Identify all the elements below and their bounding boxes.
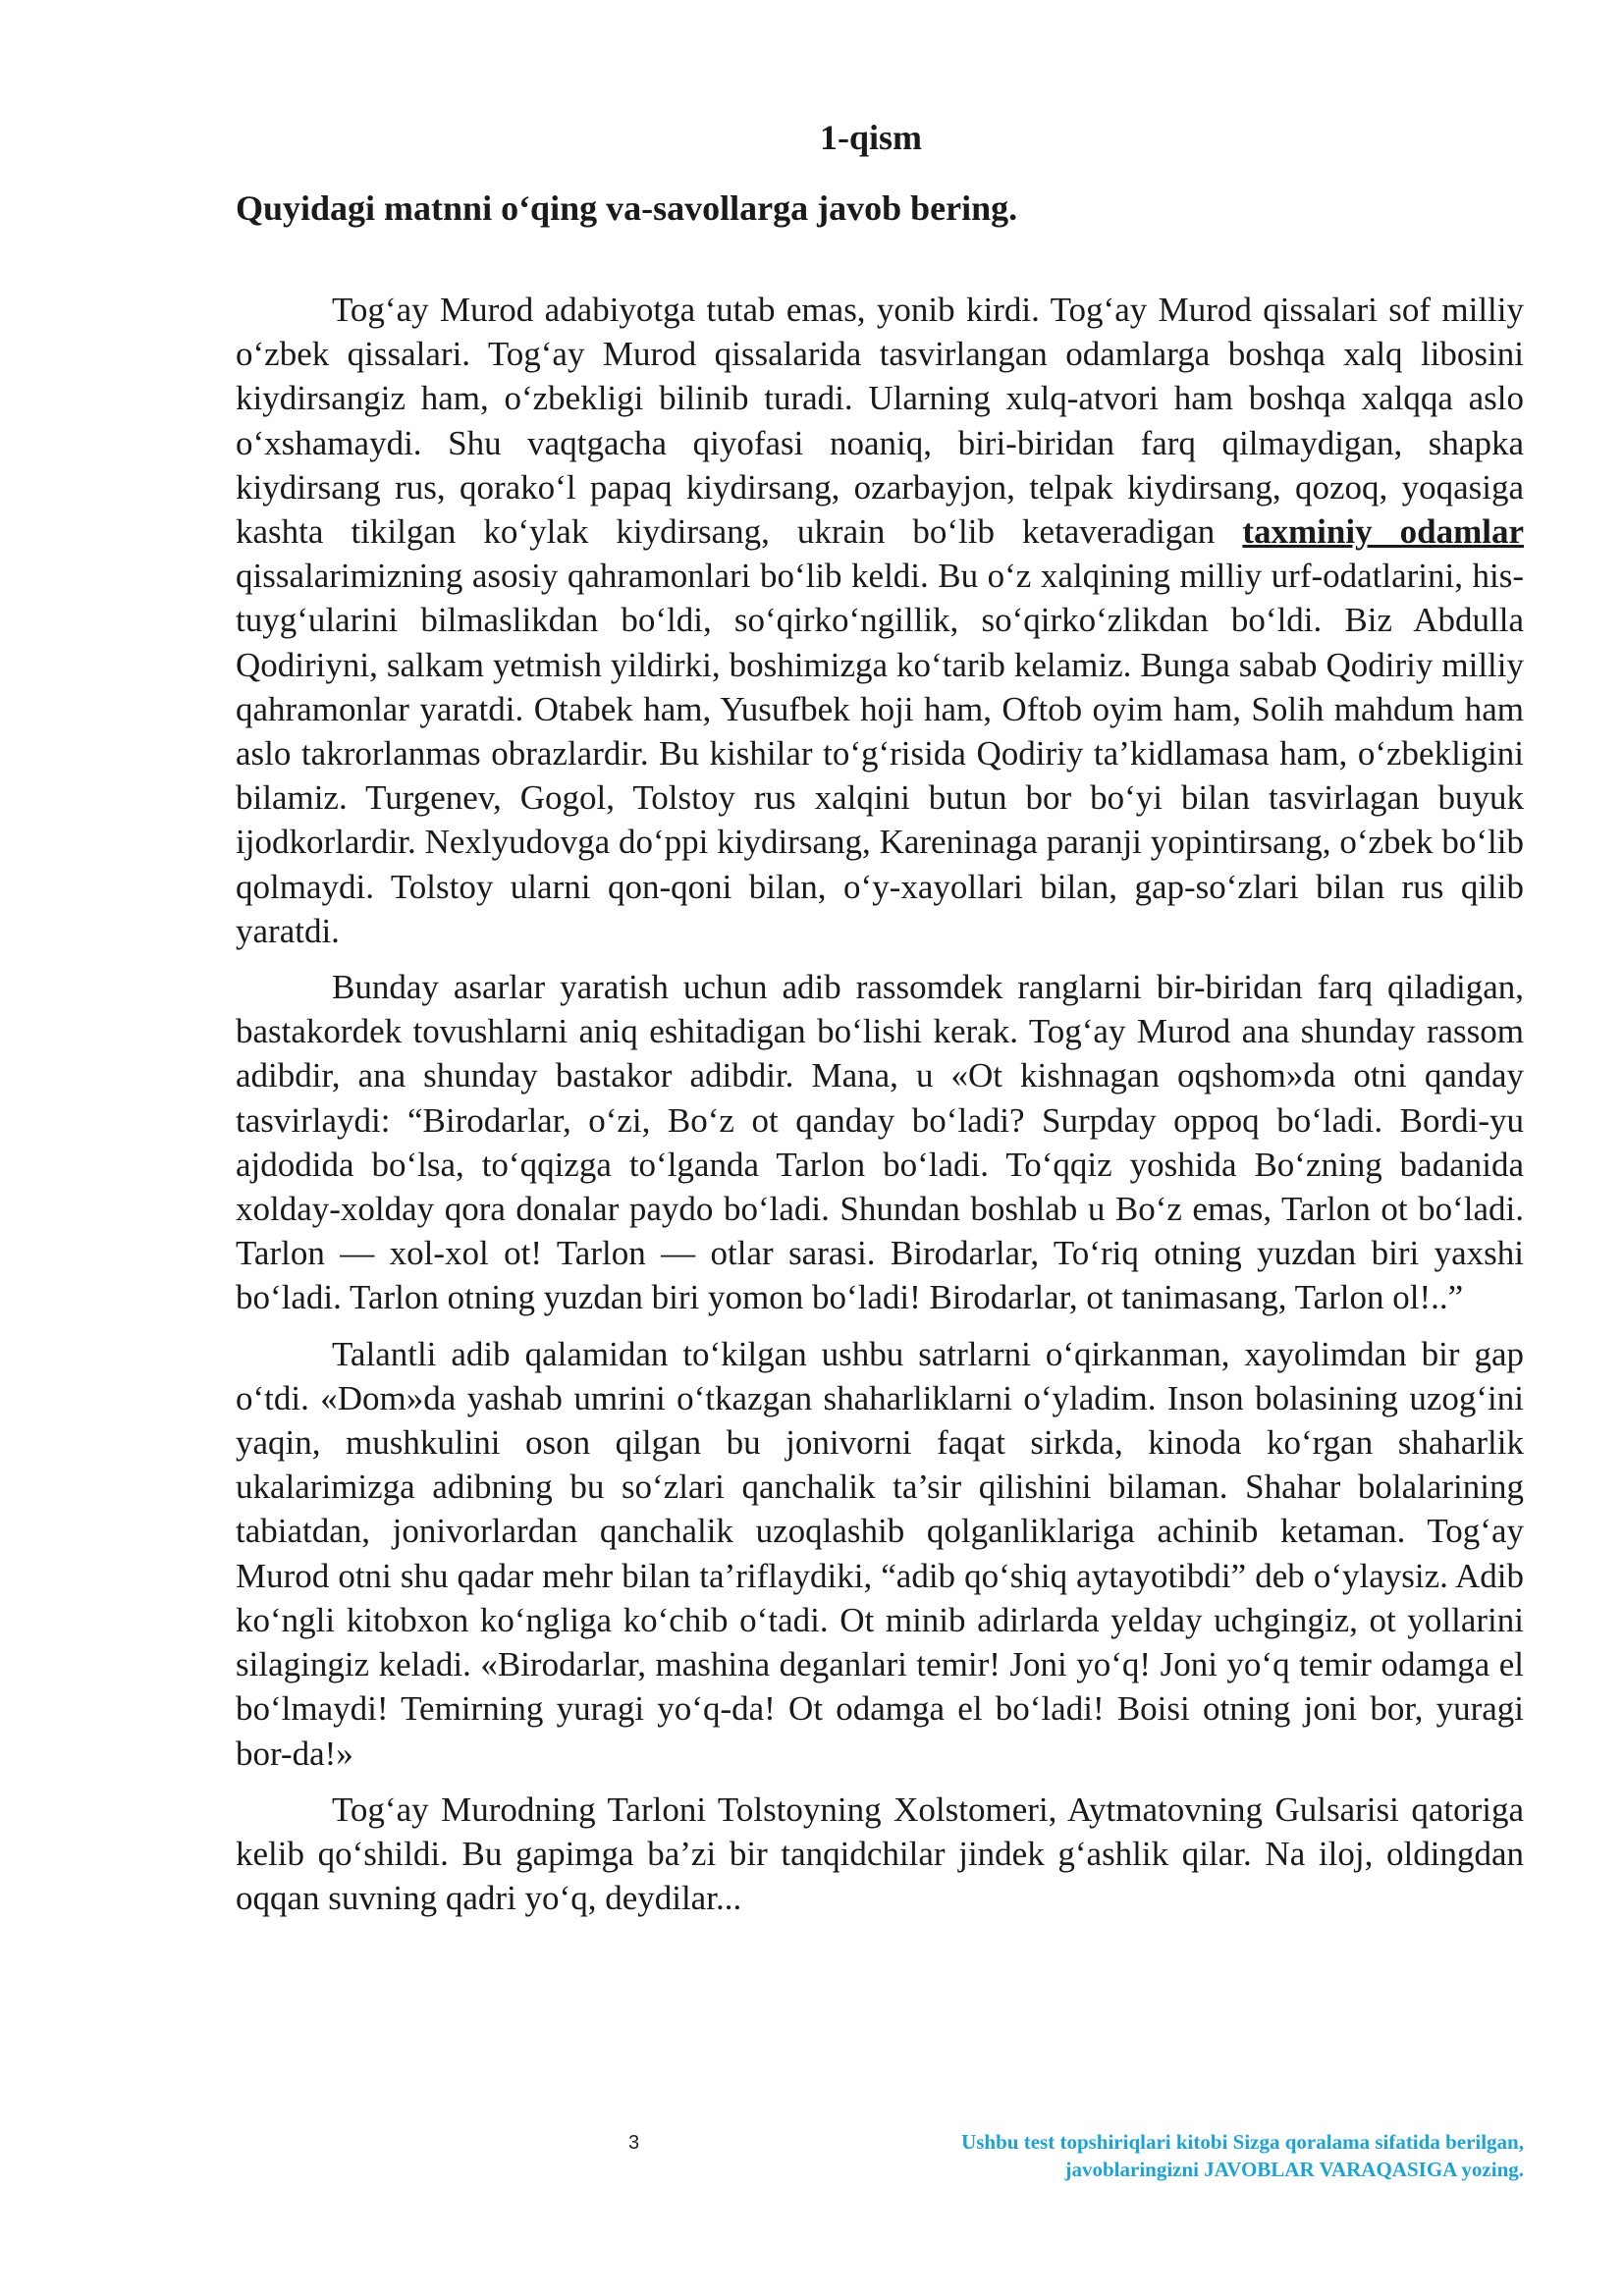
part-title: 1-qism — [819, 118, 922, 157]
footer-note — [738, 2128, 1524, 2183]
page-number: 3 — [628, 2132, 640, 2154]
highlighted-phrase: taxminiy odamlar — [1242, 512, 1525, 552]
passage-paragraph-2: Bunday asarlar yaratish uchun adib rassomdek ranglarni bir-biridan farq qiladigan, bastakordek tovushlarni aniq eshitadigan bo‘lishi kerak. Tog‘ay Murod ana shunday rassom adibdir, ana shunday bastakor adibdir. Mana, u «Ot kishnagan oqshom»da otni qanday tasvirlaydi: “Birodarlar, o‘zi, Bo‘z ot qanday bo‘ladi? Surpday oppoq bo‘ladi. Bordi-yu ajdodida bo‘lsa, to‘qqizga to‘lganda Tarlon bo‘ladi. To‘qqiz yoshida Bo‘zning badanida xolday-xolday qora donalar paydo bo‘ladi. Shundan boshlab u Bo‘z emas, Tarlon ot bo‘ladi. Tarlon — xol-xol ot! Tarlon — otlar sarasi. Birodarlar, To‘riq otning yuzdan biri yaxshi bo‘ladi. Tarlon otning yuzdan biri yomon bo‘ladi! Birodarlar, ot tanimasang, Tarlon ol!..” — [236, 968, 1524, 1317]
passage-paragraph-1 — [236, 288, 1524, 953]
paragraph-1-text-end: qissalarimizning asosiy qahramonlari bo‘lib keldi. Bu o‘z xalqining milliy urf-odatlarini, his-tuyg‘ularini bilmaslikdan bo‘ldi, so‘qirko‘ngillik, so‘qirko‘zlikdan bo‘ldi. Biz Abdulla Qodiriyni, salkam yetmish yildirki, boshimizga ko‘tarib kelamiz. Bunga sabab Qodiriy milliy qahramonlar yaratdi. Otabek ham, Yusufbek hoji ham, Oftob oyim ham, Solih mahdum ham aslo takrorlanmas obrazlardir. Bu kishilar to‘g‘risida Qodiriy ta’kidlamasa ham, o‘zbekligini bilamiz. Turgenev, Gogol, Tolstoy rus xalqini butun bor bo‘yi bilan tasvirlagan buyuk ijodkorlardir. Nexlyudovga do‘ppi kiydirsang, Kareninaga paranji yopintirsang, o‘zbek bo‘lib qolmaydi. Tolstoy ularni qon-qoni bilan, o‘y-xayollari bilan, gap-so‘zlari bilan rus qilib yaratdi. — [236, 557, 1524, 950]
paragraph-1-text-start: Tog‘ay Murod adabiyotga tutab emas, yonib kirdi. Tog‘ay Murod qissalari sof milliy o‘zbek qissalari. Tog‘ay Murod qissalarida tasvirlangan odamlarga boshqa xalq libosini kiydirsangiz ham, o‘zbekligi bilinib turadi. Ularning xulq-atvori ham boshqa xalqqa aslo o‘xshamaydi. Shu vaqtgacha qiyofasi noaniq, biri-biridan farq qilmaydigan, shapka kiydirsang rus, qorako‘l papaq kiydirsang, ozarbayjon, telpak kiydirsang, qozoq, yoqasiga kashta tikilgan ko‘ylak kiydirsang, ukrain bo‘lib ketaveradigan — [236, 291, 1524, 552]
reading-passage — [236, 288, 1524, 1932]
instruction-heading: Quyidagi matnni o‘qing va-savollarga javob bering. — [236, 188, 1018, 228]
footer-note-line-2: javoblaringizni JAVOBLAR VARAQASIGA yozing. — [1064, 2158, 1524, 2181]
passage-paragraph-3: Talantli adib qalamidan to‘kilgan ushbu satrlarni o‘qirkanman, xayolimdan bir gap o‘tdi. «Dom»da yashab umrini o‘tkazgan shaharliklarni o‘yladim. Inson bolasining uzog‘ini yaqin, mushkulini oson qilgan bu jonivorni faqat sirkda, kinoda ko‘rgan shaharlik ukalarimizga adibning bu so‘zlari qanchalik ta’sir qilishini bilaman. Shahar bolalarining tabiatdan, jonivorlardan qanchalik uzoqlashib qolganliklariga achinib ketaman. Tog‘ay Murod otni shu qadar mehr bilan ta’riflaydiki, “adib qo‘shiq aytayotibdi” deb o‘ylaysiz. Adib ko‘ngli kitobxon ko‘ngliga ko‘chib o‘tadi. Ot minib adirlarda yelday uchgingiz, ot yollarini silagingiz keladi. «Birodarlar, mashina deganlari temir! Joni yo‘q! Joni yo‘q temir odamga el bo‘lmaydi! Temirning yuragi yo‘q-da! Ot odamga el bo‘ladi! Boisi otning joni bor, yuragi bor-da!» — [236, 1334, 1524, 1773]
footer-note-line-1: Ushbu test topshiriqlari kitobi Sizga qoralama sifatida berilgan, — [961, 2130, 1524, 2154]
passage-paragraph-4: Tog‘ay Murodning Tarloni Tolstoyning Xolstomeri, Aytmatovning Gulsarisi qatoriga kelib qo‘shildi. Bu gapimga ba’zi bir tanqidchilar jindek g‘ashlik qilar. Na iloj, oldingdan oqqan suvning qadri yo‘q, deydilar... — [236, 1789, 1524, 1918]
